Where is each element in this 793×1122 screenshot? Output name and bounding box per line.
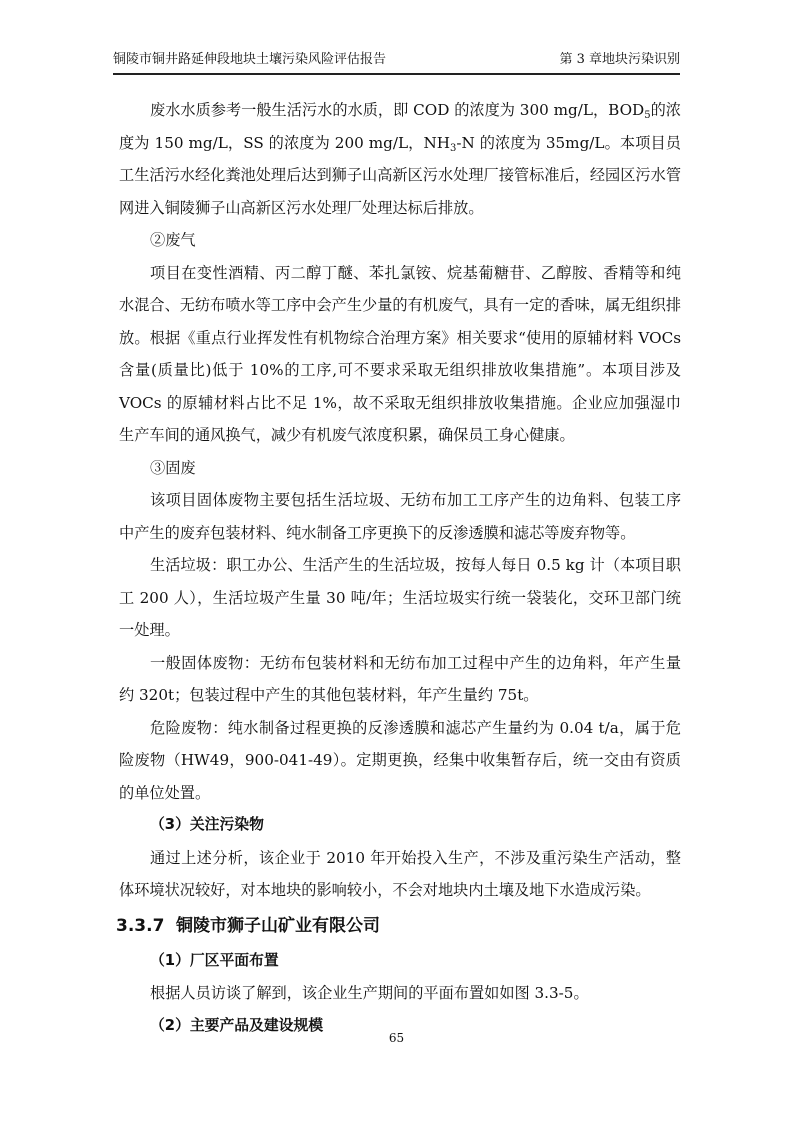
products-heading: （2）主要产品及建设规模 — [150, 1016, 324, 1034]
header-divider — [113, 74, 680, 75]
plant-layout-heading: （1）厂区平面布置 — [150, 951, 279, 969]
plant-layout-paragraph: 根据人员访谈了解到，该企业生产期间的平面布置如如图 3.3-5。 — [150, 984, 589, 1002]
section-title: 铜陵市狮子山矿业有限公司 — [176, 915, 380, 936]
solid-waste-paragraph: 该项目固体废物主要包括生活垃圾、无纺布加工工序产生的边角料、包装工序中产生的废弃包装材料、纯水制备工序更换下的反渗透膜和滤芯等废弃物等。 — [119, 491, 681, 542]
wastewater-paragraph: 废水水质参考一般生活污水的水质，即 COD 的浓度为 300 mg/L，$BOD_5$的浓度为 150 mg/L，SS 的浓度为 200 mg/L，$NH_3-N$ 的浓度为 35mg/L。本项目员工生活污水经化粪池处理后达到狮子山高新区污水处理厂接管标准后，经园区污水管网进入铜陵狮子山高新区污水处理厂处理达标后排放。 — [119, 101, 681, 217]
hazardous-waste-paragraph: 危险废物：纯水制备过程更换的反渗透膜和滤芯产生量约为 0.04 t/a，属于危险废物（HW49，900-041-49）。定期更换，经集中收集暂存后，统一交由有资质的单位处置。 — [119, 718, 681, 802]
waste-gas-paragraph: 项目在变性酒精、丙二醇丁醚、苯扎氯铵、烷基葡糖苷、乙醇胺、香精等和纯水混合、无纺布喷水等工序中会产生少量的有机废气，具有一定的香味，属无组织排放。根据《重点行业挥发性有机物综合治理方案》相关要求“使用的原辅材料 VOCs 含量(质量比)低于 10%的工序,可不要求采取无组织排放收集措施”。本项目涉及 VOCs 的原辅材料占比不足 1%，故不采取无组织排放收集措施。企业应加强湿巾生产车间的通风换气，减少有机废气浓度积累，确保员工身心健康。 — [119, 263, 681, 444]
header-chapter: 第 3 章地块污染识别 — [559, 52, 680, 67]
document-body — [116, 94, 681, 1042]
solid-waste-heading: ③固废 — [150, 458, 196, 477]
page-number: 65 — [388, 1031, 405, 1045]
page-header — [113, 48, 680, 74]
section-heading — [116, 907, 681, 945]
focus-pollutants-heading: （3）关注污染物 — [150, 816, 264, 833]
domestic-waste-paragraph: 生活垃圾：职工办公、生活产生的生活垃圾，按每人每日 0.5 kg 计（本项目职工 200 人），生活垃圾产生量 30 吨/年；生活垃圾实行统一袋装化，交环卫部门统一处理。 — [119, 556, 681, 639]
header-title: 铜陵市铜井路延伸段地块土壤污染风险评估报告 — [113, 52, 387, 67]
focus-pollutants-paragraph: 通过上述分析，该企业于 2010 年开始投入生产，不涉及重污染生产活动，整体环境状况较好，对本地块的影响较小，不会对地块内土壤及地下水造成污染。 — [119, 848, 681, 899]
waste-gas-heading: ②废气 — [150, 231, 196, 249]
general-waste-paragraph: 一般固体废物：无纺布包装材料和无纺布加工过程中产生的边角料，年产生量约 320t；包装过程中产生的其他包装材料，年产生量约 75t。 — [119, 653, 681, 704]
section-number: 3.3.7 — [116, 915, 165, 936]
